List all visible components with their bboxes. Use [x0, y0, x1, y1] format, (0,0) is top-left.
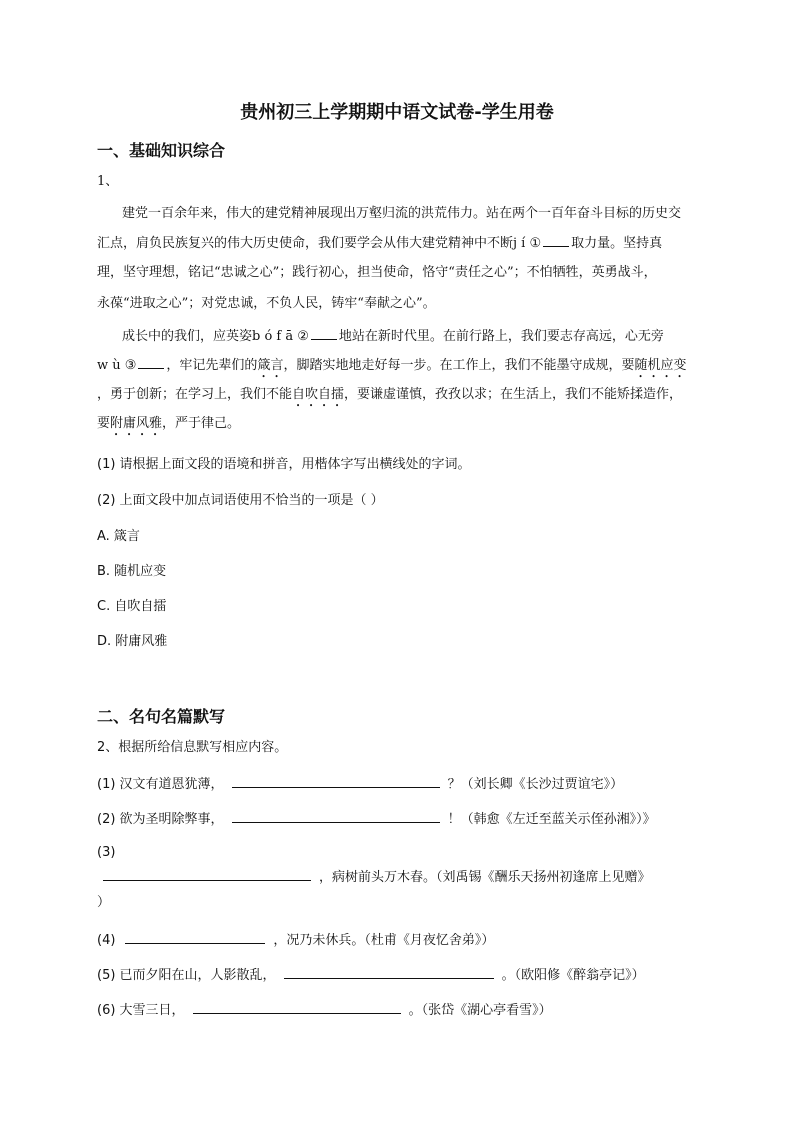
fill-source: 。（欧阳修《醉翁亭记》）	[501, 968, 645, 983]
sub-question: (2) 上面文段中加点词语使用不恰当的一项是（ ）	[97, 493, 384, 508]
fill-line	[97, 773, 697, 795]
answer-blank[interactable]	[125, 929, 265, 944]
fill-prompt: (2) 欲为圣明除弊事，	[97, 812, 224, 827]
passage-line	[97, 232, 697, 254]
fill-source: ，病树前头万木春。（刘禹锡《酬乐天扬州初逢席上见赠》	[319, 870, 651, 885]
option-a[interactable]: A. 箴言	[97, 529, 140, 544]
dotted-term: 箴言	[257, 358, 284, 373]
passage-text: 要	[97, 416, 111, 431]
passage-text: w ù ③	[97, 358, 137, 373]
question-intro: 2、根据所给信息默写相应内容。	[97, 740, 288, 755]
dotted-term: 随机应变	[634, 358, 687, 373]
option-c[interactable]: C. 自吹自擂	[97, 599, 167, 614]
answer-blank[interactable]	[193, 999, 401, 1014]
fill-source: ？（刘长卿《长沙过贾谊宅》）	[447, 777, 624, 792]
passage-line	[97, 414, 697, 439]
passage-text: ，勇于创新；在学习上，我们不能	[97, 387, 293, 402]
option-d[interactable]: D. 附庸风雅	[97, 634, 168, 649]
answer-blank[interactable]	[232, 773, 440, 788]
fill-line	[97, 808, 697, 830]
answer-blank[interactable]	[103, 866, 311, 881]
passage-text: ，严于律己。	[162, 416, 241, 431]
passage-text: 地站在新时代里。在前行路上，我们要志存高远，心无旁	[338, 329, 664, 344]
answer-blank[interactable]	[284, 964, 494, 979]
passage-line	[97, 354, 697, 381]
passage-text: ，要谦虚谨慎，孜孜以求；在生活上，我们不能矫揉造作，	[344, 387, 683, 402]
fill-source: ，况乃未休兵。（杜甫《月夜忆舍弟》）	[273, 933, 495, 948]
page-title: 贵州初三上学期期中语文试卷-学生用卷	[240, 102, 554, 123]
passage-line	[122, 325, 722, 347]
passage-line: 理，坚守理想，铭记“忠诚之心”；践行初心，担当使命，恪守“责任之心”；不怕牺牲，英勇战斗，	[97, 265, 657, 280]
fill-line: ）	[97, 895, 111, 910]
fill-line: (3)	[97, 845, 116, 860]
dotted-term: 附庸风雅	[110, 416, 163, 431]
fill-prompt: (5) 已而夕阳在山，人影散乱，	[97, 968, 276, 983]
passage-line: 建党一百余年来，伟大的建党精神展现出万壑归流的洪荒伟力。站在两个一百年奋斗目标的历史交	[122, 206, 682, 221]
dotted-term: 自吹自擂	[292, 387, 345, 402]
option-b[interactable]: B. 随机应变	[97, 564, 167, 579]
passage-text: ，牢记先辈们的	[166, 358, 258, 373]
fill-source: 。（张岱《湖心亭看雪》）	[408, 1003, 552, 1018]
passage-line: 永葆“进取之心”；对党忠诚，不负人民，铸牢“奉献之心”。	[97, 296, 436, 311]
passage-text: 成长中的我们，应英姿b ó f ā ②	[122, 329, 309, 344]
section-heading-basic: 一、基础知识综合	[97, 141, 226, 160]
passage-text: ，脚踏实地地走好每一步。在工作上，我们不能墨守成规，要	[283, 358, 635, 373]
fill-prompt: (1) 汉文有道恩犹薄，	[97, 777, 224, 792]
sub-question: (1) 请根据上面文段的语境和拼音，用楷体字写出横线处的字词。	[97, 457, 471, 472]
fill-prompt: (4)	[97, 933, 116, 948]
section-heading-recitation: 二、名句名篇默写	[97, 707, 226, 726]
fill-line	[97, 999, 697, 1021]
fill-line	[97, 866, 697, 888]
fill-source: ！（韩愈《左迁至蓝关示侄孙湘》）》	[447, 812, 656, 827]
answer-blank[interactable]	[232, 808, 440, 823]
fill-prompt: (6) 大雪三日，	[97, 1003, 185, 1018]
fill-line	[97, 929, 697, 951]
answer-blank[interactable]	[138, 354, 164, 369]
passage-line	[97, 385, 697, 410]
fill-line	[97, 964, 697, 986]
passage-text: 取力量。坚持真	[571, 236, 663, 251]
passage-text: 汇点，肩负民族复兴的伟大历史使命，我们要学会从伟大建党精神中不断j í ①	[97, 236, 542, 251]
question-number: 1、	[97, 174, 119, 189]
answer-blank[interactable]	[311, 325, 337, 340]
answer-blank[interactable]	[543, 232, 569, 247]
